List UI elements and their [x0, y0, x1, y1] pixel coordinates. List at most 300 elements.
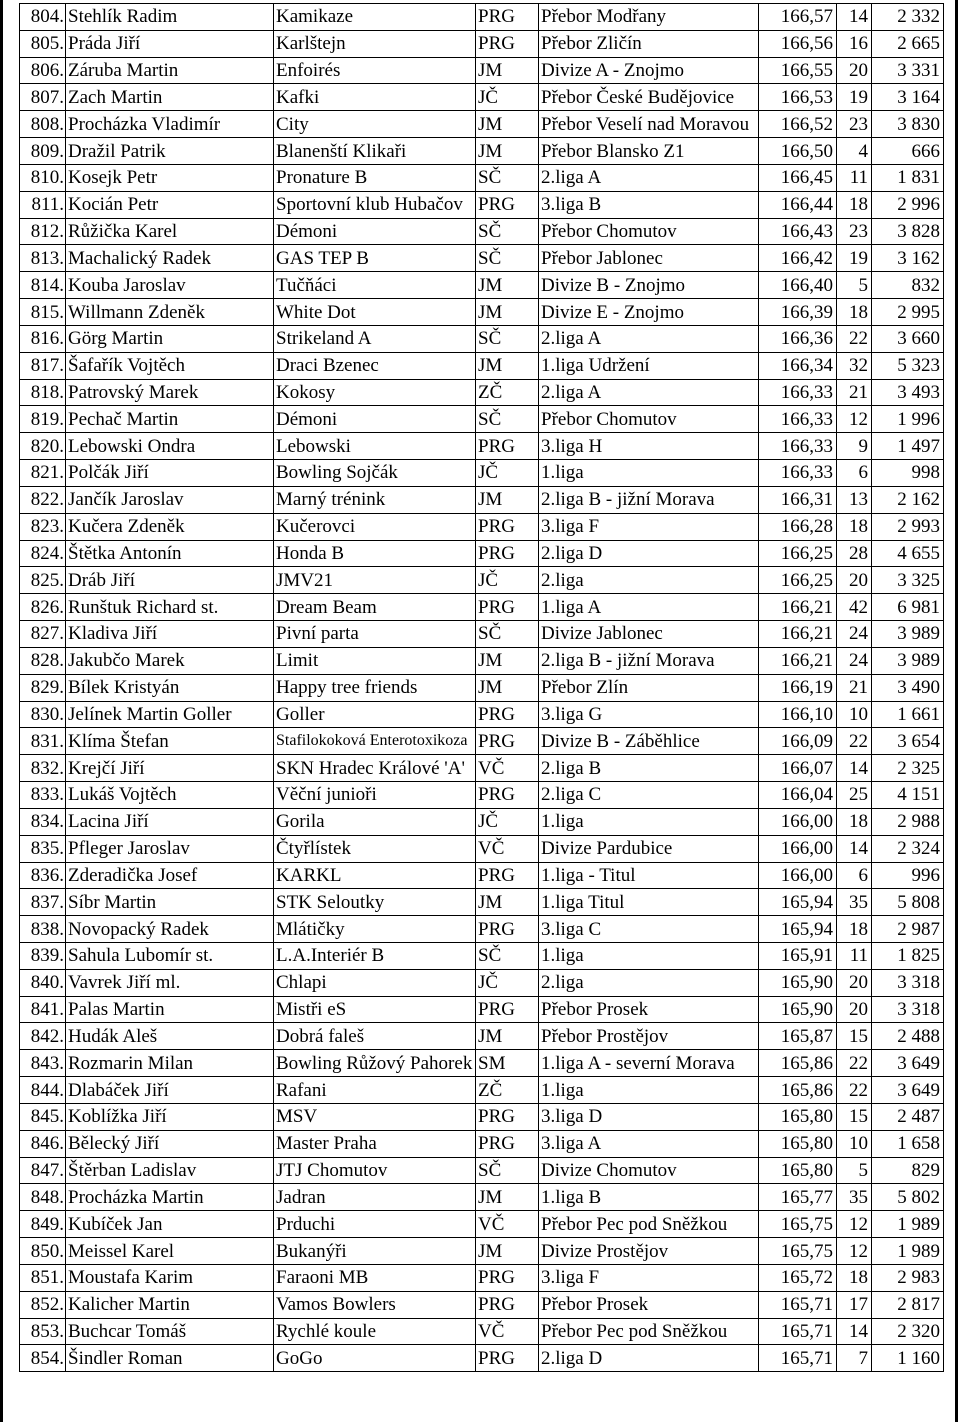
- rank-cell: 812.: [20, 218, 66, 245]
- pins-cell: 2 817: [872, 1291, 944, 1318]
- player-name-cell: Šafařík Vojtěch: [66, 352, 274, 379]
- average-cell: 165,71: [759, 1345, 837, 1372]
- region-cell: PRG: [476, 1345, 539, 1372]
- region-cell: SČ: [476, 406, 539, 433]
- team-cell: JMV21: [274, 567, 476, 594]
- league-cell: 1.liga B: [539, 1184, 759, 1211]
- games-cell: 5: [837, 272, 872, 299]
- league-cell: 2.liga A: [539, 164, 759, 191]
- pins-cell: 4 151: [872, 782, 944, 809]
- table-row: [20, 808, 944, 835]
- games-cell: 21: [837, 379, 872, 406]
- team-cell: GAS TEP B: [274, 245, 476, 272]
- player-name-cell: Palas Martin: [66, 996, 274, 1023]
- rank-cell: 811.: [20, 191, 66, 218]
- average-cell: 165,94: [759, 889, 837, 916]
- average-cell: 165,94: [759, 916, 837, 943]
- pins-cell: 1 497: [872, 433, 944, 460]
- table-row: [20, 1318, 944, 1345]
- rank-cell: 817.: [20, 352, 66, 379]
- league-cell: 1.liga - Titul: [539, 862, 759, 889]
- rank-cell: 826.: [20, 594, 66, 621]
- rank-cell: 810.: [20, 164, 66, 191]
- player-name-cell: Kocián Petr: [66, 191, 274, 218]
- pins-cell: 666: [872, 138, 944, 165]
- pins-cell: 2 665: [872, 30, 944, 57]
- table-row: [20, 460, 944, 487]
- team-cell: L.A.Interiér B: [274, 942, 476, 969]
- table-row: [20, 1023, 944, 1050]
- average-cell: 166,40: [759, 272, 837, 299]
- rank-cell: 804.: [20, 4, 66, 31]
- region-cell: SČ: [476, 218, 539, 245]
- league-cell: 1.liga: [539, 808, 759, 835]
- region-cell: JČ: [476, 460, 539, 487]
- region-cell: ZČ: [476, 379, 539, 406]
- pins-cell: 3 318: [872, 969, 944, 996]
- average-cell: 166,28: [759, 513, 837, 540]
- table-row: [20, 835, 944, 862]
- region-cell: JČ: [476, 808, 539, 835]
- league-cell: 3.liga C: [539, 916, 759, 943]
- table-row: [20, 57, 944, 84]
- rankings-table: [19, 3, 944, 1372]
- pins-cell: 5 323: [872, 352, 944, 379]
- table-row: [20, 1103, 944, 1130]
- region-cell: SČ: [476, 164, 539, 191]
- region-cell: VČ: [476, 1211, 539, 1238]
- player-name-cell: Jakubčo Marek: [66, 647, 274, 674]
- average-cell: 165,86: [759, 1050, 837, 1077]
- league-cell: 1.liga A - severní Morava: [539, 1050, 759, 1077]
- rank-cell: 830.: [20, 701, 66, 728]
- games-cell: 14: [837, 835, 872, 862]
- region-cell: PRG: [476, 4, 539, 31]
- player-name-cell: Procházka Martin: [66, 1184, 274, 1211]
- table-row: [20, 1050, 944, 1077]
- table-row: [20, 1184, 944, 1211]
- rank-cell: 823.: [20, 513, 66, 540]
- player-name-cell: Patrovský Marek: [66, 379, 274, 406]
- games-cell: 9: [837, 433, 872, 460]
- league-cell: 3.liga F: [539, 513, 759, 540]
- games-cell: 6: [837, 460, 872, 487]
- pins-cell: 3 654: [872, 728, 944, 755]
- average-cell: 165,80: [759, 1130, 837, 1157]
- table-row: [20, 969, 944, 996]
- pins-cell: 1 160: [872, 1345, 944, 1372]
- team-cell: STK Seloutky: [274, 889, 476, 916]
- games-cell: 15: [837, 1103, 872, 1130]
- rank-cell: 835.: [20, 835, 66, 862]
- pins-cell: 3 493: [872, 379, 944, 406]
- league-cell: 3.liga H: [539, 433, 759, 460]
- league-cell: 2.liga B - jižní Morava: [539, 647, 759, 674]
- games-cell: 10: [837, 701, 872, 728]
- rank-cell: 833.: [20, 782, 66, 809]
- team-cell: Kučerovci: [274, 513, 476, 540]
- league-cell: 2.liga B - jižní Morava: [539, 486, 759, 513]
- region-cell: JM: [476, 486, 539, 513]
- player-name-cell: Kladiva Jiří: [66, 621, 274, 648]
- table-row: [20, 325, 944, 352]
- table-row: [20, 996, 944, 1023]
- games-cell: 22: [837, 728, 872, 755]
- average-cell: 166,50: [759, 138, 837, 165]
- rank-cell: 805.: [20, 30, 66, 57]
- pins-cell: 1 989: [872, 1238, 944, 1265]
- games-cell: 14: [837, 1318, 872, 1345]
- league-cell: 3.liga F: [539, 1264, 759, 1291]
- table-row: [20, 1211, 944, 1238]
- pins-cell: 829: [872, 1157, 944, 1184]
- region-cell: JM: [476, 647, 539, 674]
- games-cell: 28: [837, 540, 872, 567]
- table-row: [20, 916, 944, 943]
- player-name-cell: Polčák Jiří: [66, 460, 274, 487]
- player-name-cell: Kouba Jaroslav: [66, 272, 274, 299]
- average-cell: 165,75: [759, 1211, 837, 1238]
- team-cell: Sportovní klub Hubačov: [274, 191, 476, 218]
- table-row: [20, 30, 944, 57]
- pins-cell: 2 324: [872, 835, 944, 862]
- team-cell: Mlátičky: [274, 916, 476, 943]
- pins-cell: 2 995: [872, 299, 944, 326]
- rank-cell: 852.: [20, 1291, 66, 1318]
- rank-cell: 839.: [20, 942, 66, 969]
- rank-cell: 815.: [20, 299, 66, 326]
- league-cell: Přebor Blansko Z1: [539, 138, 759, 165]
- league-cell: 2.liga D: [539, 540, 759, 567]
- league-cell: 3.liga D: [539, 1103, 759, 1130]
- pins-cell: 3 318: [872, 996, 944, 1023]
- region-cell: VČ: [476, 755, 539, 782]
- table-row: [20, 1345, 944, 1372]
- league-cell: 3.liga A: [539, 1130, 759, 1157]
- games-cell: 32: [837, 352, 872, 379]
- average-cell: 166,31: [759, 486, 837, 513]
- table-row: [20, 728, 944, 755]
- rank-cell: 845.: [20, 1103, 66, 1130]
- region-cell: PRG: [476, 1291, 539, 1318]
- games-cell: 18: [837, 513, 872, 540]
- pins-cell: 3 649: [872, 1077, 944, 1104]
- player-name-cell: Vavrek Jiří ml.: [66, 969, 274, 996]
- team-cell: Tučňáci: [274, 272, 476, 299]
- league-cell: 2.liga: [539, 969, 759, 996]
- average-cell: 166,57: [759, 4, 837, 31]
- region-cell: PRG: [476, 728, 539, 755]
- average-cell: 166,00: [759, 835, 837, 862]
- region-cell: PRG: [476, 862, 539, 889]
- player-name-cell: Sahula Lubomír st.: [66, 942, 274, 969]
- player-name-cell: Kubíček Jan: [66, 1211, 274, 1238]
- player-name-cell: Willmann Zdeněk: [66, 299, 274, 326]
- rank-cell: 851.: [20, 1264, 66, 1291]
- table-row: [20, 1264, 944, 1291]
- team-cell: Happy tree friends: [274, 674, 476, 701]
- team-cell: Kokosy: [274, 379, 476, 406]
- table-row: [20, 4, 944, 31]
- team-cell: Mistři eS: [274, 996, 476, 1023]
- table-row: [20, 755, 944, 782]
- region-cell: JM: [476, 352, 539, 379]
- player-name-cell: Bělecký Jiří: [66, 1130, 274, 1157]
- team-cell: Enfoirés: [274, 57, 476, 84]
- region-cell: SČ: [476, 325, 539, 352]
- player-name-cell: Görg Martin: [66, 325, 274, 352]
- team-cell: SKN Hradec Králové 'A': [274, 755, 476, 782]
- rank-cell: 840.: [20, 969, 66, 996]
- region-cell: PRG: [476, 594, 539, 621]
- table-row: [20, 352, 944, 379]
- team-cell: Věční junioři: [274, 782, 476, 809]
- rank-cell: 809.: [20, 138, 66, 165]
- league-cell: Divize Prostějov: [539, 1238, 759, 1265]
- league-cell: 2.liga: [539, 567, 759, 594]
- team-cell: Limit: [274, 647, 476, 674]
- table-row: [20, 245, 944, 272]
- team-cell: KARKL: [274, 862, 476, 889]
- games-cell: 19: [837, 84, 872, 111]
- average-cell: 166,36: [759, 325, 837, 352]
- average-cell: 165,87: [759, 1023, 837, 1050]
- table-row: [20, 406, 944, 433]
- table-row: [20, 567, 944, 594]
- region-cell: SČ: [476, 1157, 539, 1184]
- team-cell: Rafani: [274, 1077, 476, 1104]
- games-cell: 13: [837, 486, 872, 513]
- team-cell: MSV: [274, 1103, 476, 1130]
- league-cell: Divize Chomutov: [539, 1157, 759, 1184]
- rank-cell: 846.: [20, 1130, 66, 1157]
- games-cell: 22: [837, 1077, 872, 1104]
- pins-cell: 996: [872, 862, 944, 889]
- games-cell: 18: [837, 191, 872, 218]
- average-cell: 166,33: [759, 460, 837, 487]
- player-name-cell: Růžička Karel: [66, 218, 274, 245]
- games-cell: 5: [837, 1157, 872, 1184]
- average-cell: 166,25: [759, 567, 837, 594]
- rank-cell: 853.: [20, 1318, 66, 1345]
- pins-cell: 6 981: [872, 594, 944, 621]
- player-name-cell: Procházka Vladimír: [66, 111, 274, 138]
- league-cell: Přebor Modřany: [539, 4, 759, 31]
- rank-cell: 818.: [20, 379, 66, 406]
- pins-cell: 2 993: [872, 513, 944, 540]
- league-cell: Přebor Zličín: [539, 30, 759, 57]
- pins-cell: 3 828: [872, 218, 944, 245]
- average-cell: 166,53: [759, 84, 837, 111]
- average-cell: 166,33: [759, 433, 837, 460]
- player-name-cell: Hudák Aleš: [66, 1023, 274, 1050]
- pins-cell: 1 996: [872, 406, 944, 433]
- games-cell: 6: [837, 862, 872, 889]
- average-cell: 166,07: [759, 755, 837, 782]
- games-cell: 21: [837, 674, 872, 701]
- pins-cell: 1 831: [872, 164, 944, 191]
- league-cell: Divize A - Znojmo: [539, 57, 759, 84]
- player-name-cell: Štětka Antonín: [66, 540, 274, 567]
- table-row: [20, 1130, 944, 1157]
- team-cell: Prduchi: [274, 1211, 476, 1238]
- games-cell: 15: [837, 1023, 872, 1050]
- pins-cell: 1 661: [872, 701, 944, 728]
- games-cell: 4: [837, 138, 872, 165]
- table-row: [20, 862, 944, 889]
- games-cell: 14: [837, 4, 872, 31]
- league-cell: Přebor Prosek: [539, 1291, 759, 1318]
- player-name-cell: Meissel Karel: [66, 1238, 274, 1265]
- table-row: [20, 782, 944, 809]
- team-cell: Strikeland A: [274, 325, 476, 352]
- average-cell: 165,77: [759, 1184, 837, 1211]
- rank-cell: 813.: [20, 245, 66, 272]
- pins-cell: 3 325: [872, 567, 944, 594]
- pins-cell: 4 655: [872, 540, 944, 567]
- left-border-line: [0, 0, 3, 1422]
- average-cell: 166,33: [759, 406, 837, 433]
- region-cell: JČ: [476, 969, 539, 996]
- region-cell: JM: [476, 1184, 539, 1211]
- region-cell: PRG: [476, 701, 539, 728]
- team-cell: Stafilokoková Enterotoxikoza: [274, 728, 476, 755]
- region-cell: JM: [476, 1023, 539, 1050]
- region-cell: PRG: [476, 540, 539, 567]
- table-row: [20, 942, 944, 969]
- player-name-cell: Kosejk Petr: [66, 164, 274, 191]
- rank-cell: 824.: [20, 540, 66, 567]
- league-cell: 2.liga A: [539, 325, 759, 352]
- player-name-cell: Pfleger Jaroslav: [66, 835, 274, 862]
- table-row: [20, 540, 944, 567]
- team-cell: Pronature B: [274, 164, 476, 191]
- player-name-cell: Rozmarin Milan: [66, 1050, 274, 1077]
- table-row: [20, 486, 944, 513]
- pins-cell: 2 987: [872, 916, 944, 943]
- table-row: [20, 594, 944, 621]
- player-name-cell: Štěrban Ladislav: [66, 1157, 274, 1184]
- player-name-cell: Dlabáček Jiří: [66, 1077, 274, 1104]
- rank-cell: 821.: [20, 460, 66, 487]
- table-row: [20, 674, 944, 701]
- league-cell: 2.liga A: [539, 379, 759, 406]
- league-cell: 1.liga: [539, 1077, 759, 1104]
- player-name-cell: Dráb Jiří: [66, 567, 274, 594]
- pins-cell: 2 332: [872, 4, 944, 31]
- region-cell: VČ: [476, 1318, 539, 1345]
- team-cell: Jadran: [274, 1184, 476, 1211]
- rank-cell: 807.: [20, 84, 66, 111]
- pins-cell: 3 989: [872, 647, 944, 674]
- region-cell: PRG: [476, 433, 539, 460]
- league-cell: Přebor Veselí nad Moravou: [539, 111, 759, 138]
- average-cell: 165,86: [759, 1077, 837, 1104]
- player-name-cell: Síbr Martin: [66, 889, 274, 916]
- player-name-cell: Práda Jiří: [66, 30, 274, 57]
- pins-cell: 2 488: [872, 1023, 944, 1050]
- rank-cell: 806.: [20, 57, 66, 84]
- player-name-cell: Pechač Martin: [66, 406, 274, 433]
- rank-cell: 816.: [20, 325, 66, 352]
- league-cell: Divize E - Znojmo: [539, 299, 759, 326]
- player-name-cell: Buchcar Tomáš: [66, 1318, 274, 1345]
- games-cell: 10: [837, 1130, 872, 1157]
- right-border-line: [955, 0, 958, 1422]
- rank-cell: 819.: [20, 406, 66, 433]
- region-cell: JČ: [476, 567, 539, 594]
- region-cell: SM: [476, 1050, 539, 1077]
- region-cell: PRG: [476, 513, 539, 540]
- player-name-cell: Zach Martin: [66, 84, 274, 111]
- team-cell: Lebowski: [274, 433, 476, 460]
- region-cell: PRG: [476, 1264, 539, 1291]
- team-cell: Dream Beam: [274, 594, 476, 621]
- average-cell: 166,45: [759, 164, 837, 191]
- team-cell: Vamos Bowlers: [274, 1291, 476, 1318]
- average-cell: 165,91: [759, 942, 837, 969]
- region-cell: JM: [476, 138, 539, 165]
- average-cell: 165,71: [759, 1318, 837, 1345]
- table-row: [20, 1077, 944, 1104]
- games-cell: 11: [837, 164, 872, 191]
- rank-cell: 838.: [20, 916, 66, 943]
- average-cell: 166,21: [759, 621, 837, 648]
- player-name-cell: Koblížka Jiří: [66, 1103, 274, 1130]
- rank-cell: 829.: [20, 674, 66, 701]
- pins-cell: 2 983: [872, 1264, 944, 1291]
- rank-cell: 842.: [20, 1023, 66, 1050]
- region-cell: JM: [476, 674, 539, 701]
- player-name-cell: Machalický Radek: [66, 245, 274, 272]
- league-cell: Přebor České Budějovice: [539, 84, 759, 111]
- league-cell: Divize B - Znojmo: [539, 272, 759, 299]
- table-row: [20, 379, 944, 406]
- league-cell: 3.liga G: [539, 701, 759, 728]
- region-cell: PRG: [476, 1103, 539, 1130]
- rank-cell: 844.: [20, 1077, 66, 1104]
- rank-cell: 832.: [20, 755, 66, 782]
- average-cell: 165,72: [759, 1264, 837, 1291]
- team-cell: Čtyřlístek: [274, 835, 476, 862]
- player-name-cell: Lebowski Ondra: [66, 433, 274, 460]
- team-cell: Dobrá faleš: [274, 1023, 476, 1050]
- player-name-cell: Lacina Jiří: [66, 808, 274, 835]
- average-cell: 166,00: [759, 808, 837, 835]
- games-cell: 12: [837, 406, 872, 433]
- pins-cell: 3 660: [872, 325, 944, 352]
- games-cell: 22: [837, 1050, 872, 1077]
- pins-cell: 2 162: [872, 486, 944, 513]
- region-cell: PRG: [476, 782, 539, 809]
- average-cell: 166,21: [759, 647, 837, 674]
- average-cell: 166,04: [759, 782, 837, 809]
- player-name-cell: Jančík Jaroslav: [66, 486, 274, 513]
- average-cell: 166,00: [759, 862, 837, 889]
- games-cell: 16: [837, 30, 872, 57]
- table-row: [20, 111, 944, 138]
- team-cell: Master Praha: [274, 1130, 476, 1157]
- region-cell: JM: [476, 889, 539, 916]
- games-cell: 18: [837, 299, 872, 326]
- league-cell: 1.liga A: [539, 594, 759, 621]
- rank-cell: 820.: [20, 433, 66, 460]
- team-cell: Rychlé koule: [274, 1318, 476, 1345]
- player-name-cell: Krejčí Jiří: [66, 755, 274, 782]
- pins-cell: 2 487: [872, 1103, 944, 1130]
- region-cell: JM: [476, 272, 539, 299]
- games-cell: 18: [837, 808, 872, 835]
